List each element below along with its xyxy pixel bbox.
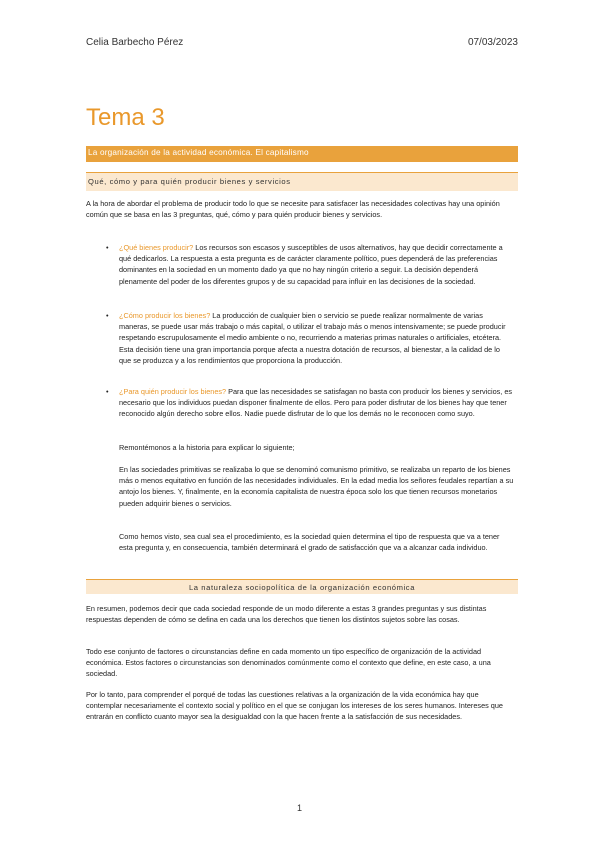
bullet-text: Para que las necesidades se satisfagan no basta con producir los bienes y servicios, es necesario que los individuos puedan disponer finalmente de ellos. Pero para poder disfrutar de los bienes hay que tener reconocido algún derecho sobre ellos. Nadie puede disfrutar de lo que los demás no le reconocen como suyo. (119, 387, 513, 419)
bullet-text: Los recursos son escasos y susceptibles de usos alternativos, hay que decidir correctamente a qué dedicarlos. La respuesta a esta pregunta es de carácter claramente político, pues dependerá de las preferencias dominantes en la sociedad en un momento dado ya que no hay ningún criterio a seguir. La decisión dependerá plenamente del poder de los diferentes grupos y de su capacidad para influir en las decisiones de la sociedad. (119, 243, 503, 286)
section-heading-2-text: La naturaleza sociopolítica de la organización económica (188, 583, 416, 592)
header-author: Celia Barbecho Pérez (86, 37, 184, 48)
bullet-glyph: • (106, 311, 109, 320)
page-title: Tema 3 (86, 104, 165, 131)
intro-paragraph: A la hora de abordar el problema de producir todo lo que se necesite para satisfacer las necesidades colectivas hay una opinión común que se basa en las 3 preguntas, qué, cómo y para quién producir bienes y servicios. (86, 199, 500, 220)
therefore-paragraph: Por lo tanto, para comprender el porqué de todas las cuestiones relativas a la organización de la vida económica hay que contemplar necesariamente el contexto social y político en el que se conjugan los intereses de los seres humanos. Intereses que entrarán en conflicto cuanto mayor sea la desigualdad con la que hacen frente a la satisfacción de sus necesidades. (86, 690, 503, 722)
header-date: 07/03/2023 (467, 37, 518, 48)
factors-paragraph: Todo ese conjunto de factores o circunstancias define en cada momento un tipo específico de organización de la actividad económica. Estos factores o circunstancias son denominados comúnmente como el contexto que define, en este caso, a una sociedad. (86, 647, 491, 679)
history-paragraph: Remontémonos a la historia para explicar lo siguiente; (119, 443, 295, 452)
seen-paragraph: Como hemos visto, sea cual sea el procedimiento, es la sociedad quien determina el tipo de respuesta que va a tener esta pregunta y, en consecuencia, también determinará el grado de satisfacción que va a alcanzar cada individuo. (119, 532, 500, 553)
subtitle-band (86, 146, 518, 162)
subtitle-text: La organización de la actividad económica. El capitalismo (88, 148, 309, 157)
bullet-glyph: • (106, 387, 109, 396)
bullet-item-how (119, 310, 514, 366)
section-heading-1 (86, 172, 518, 191)
page-number: 1 (296, 803, 302, 813)
primitive-paragraph: En las sociedades primitivas se realizaba lo que se denominó comunismo primitivo, se realizaba un reparto de los bienes más o menos equitativo en función de las necesidades individuales. En la edad media los señores feudales repartían a su antojo los bienes. Y, finalmente, en la economía capitalista de nuestra época solo los que tienen recursos monetarios pueden adquirir bienes o servicios. (119, 465, 514, 508)
bullet-item-what (119, 242, 514, 287)
section-heading-1-text: Qué, cómo y para quién producir bienes y servicios (88, 177, 291, 186)
summary-paragraph: En resumen, podemos decir que cada sociedad responde de un modo diferente a estas 3 grandes preguntas y sus distintas respuestas dependen de cómo se defina en cada una los derechos que tienen los distintos sujetos sobre las cosas. (86, 604, 487, 625)
bullet-lead: ¿Cómo producir los bienes? (119, 311, 211, 320)
section-heading-2 (86, 579, 518, 594)
bullet-lead: ¿Qué bienes producir? (119, 243, 194, 252)
bullet-item-for-whom (119, 386, 514, 420)
bullet-text: La producción de cualquier bien o servicio se puede realizar normalmente de varias maneras, se puede usar más trabajo o más capital, o utilizar el trabajo más o menos intensivamente; se puede producir respetando escrupulosamente el medio ambiente o no, recurriendo a materias primas naturales o artificiales, etcétera. Esta decisión tiene una gran importancia porque afecta a nuestra dotación de recursos, al bienestar, a la calidad de lo que se produzca y a los rendimientos que proporciona la producción. (119, 311, 506, 365)
bullet-lead: ¿Para quién producir los bienes? (119, 387, 227, 396)
bullet-glyph: • (106, 243, 109, 252)
